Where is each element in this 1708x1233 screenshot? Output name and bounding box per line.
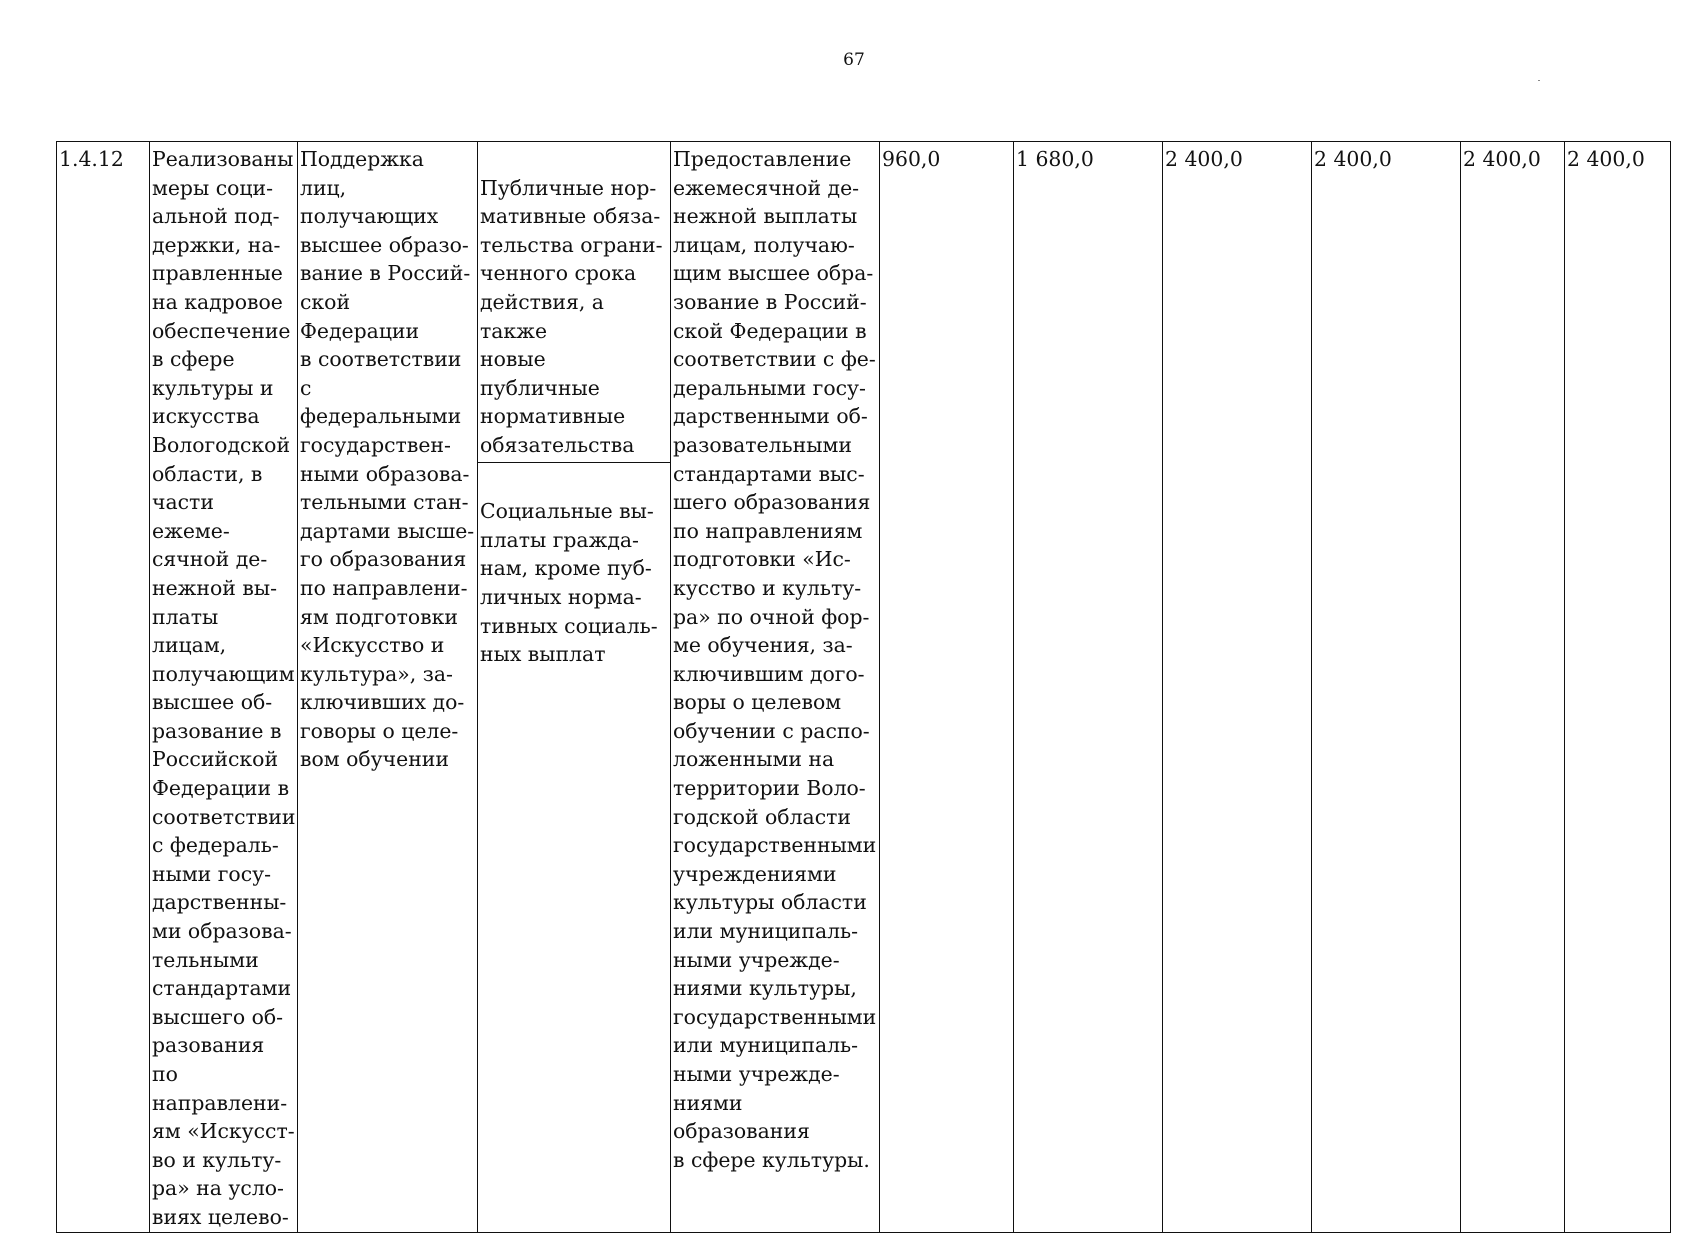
obligation-cell [478,142,671,1233]
payment-type: Социальные вы- платы гражда- нам, кроме пуб- личных норма- тивных социаль- ных выплат [480,499,658,667]
obligation-type: Публичные нор- мативные обяза- тельства ограни- ченного срока действия, а также новые публичные нормативные обязательства [478,171,670,463]
table-row [57,142,1671,1233]
value-cell-6: 2 400,0 [1565,142,1671,1233]
description-cell: Предоставление ежемесячной де- нежной выплаты лицам, получаю- щим высшее обра- зование в Россий- ской Федерации в соответствии с фе- деральными госу- дарственными об- разовательными стандартами выс- шего образования по направлениям подготовки «Ис- кусство и культу- ра» по очной фор- ме обучения, за- ключившим дого- воры о целевом обучении с распо- ложенными на территории Воло- годской области государственными учреждениями культуры области или муниципаль- ными учрежде- ниями культуры, государственными или муниципаль- ными учрежде- ниями образования в сфере культуры. [671,142,880,1233]
value-cell-3: 2 400,0 [1163,142,1312,1233]
support-cell: Поддержка лиц, получающих высшее образо- вание в Россий- ской Федерации в соответствии с федеральными государствен- ными образова- тельными стан- дартами высше- го образования по направлени- ям подготовки «Искусство и культура», за- ключивших до- говоры о целе- вом обучении [298,142,478,1233]
program-table [56,141,1671,1233]
value-cell-2: 1 680,0 [1014,142,1163,1233]
page-number: 67 [843,50,865,70]
value-cell-4: 2 400,0 [1312,142,1461,1233]
scan-speck [1538,80,1540,81]
row-code: 1.4.12 [57,142,150,1233]
value-cell-1: 960,0 [880,142,1014,1233]
value-cell-5: 2 400,0 [1461,142,1565,1233]
result-cell: Реализованы меры соци- альной под- держки, на- правленные на кадровое обеспечение в сфере культуры и искусства Вологодской области, в части ежеме- сячной де- нежной вы- платы лицам, получающим высшее об- разование в Российской Федерации в соответствии с федераль- ными госу- дарственны- ми образова- тельными стандартами высшего об- разования по направлени- ям «Искусст- во и культу- ра» на усло- виях целево- [150,142,298,1233]
